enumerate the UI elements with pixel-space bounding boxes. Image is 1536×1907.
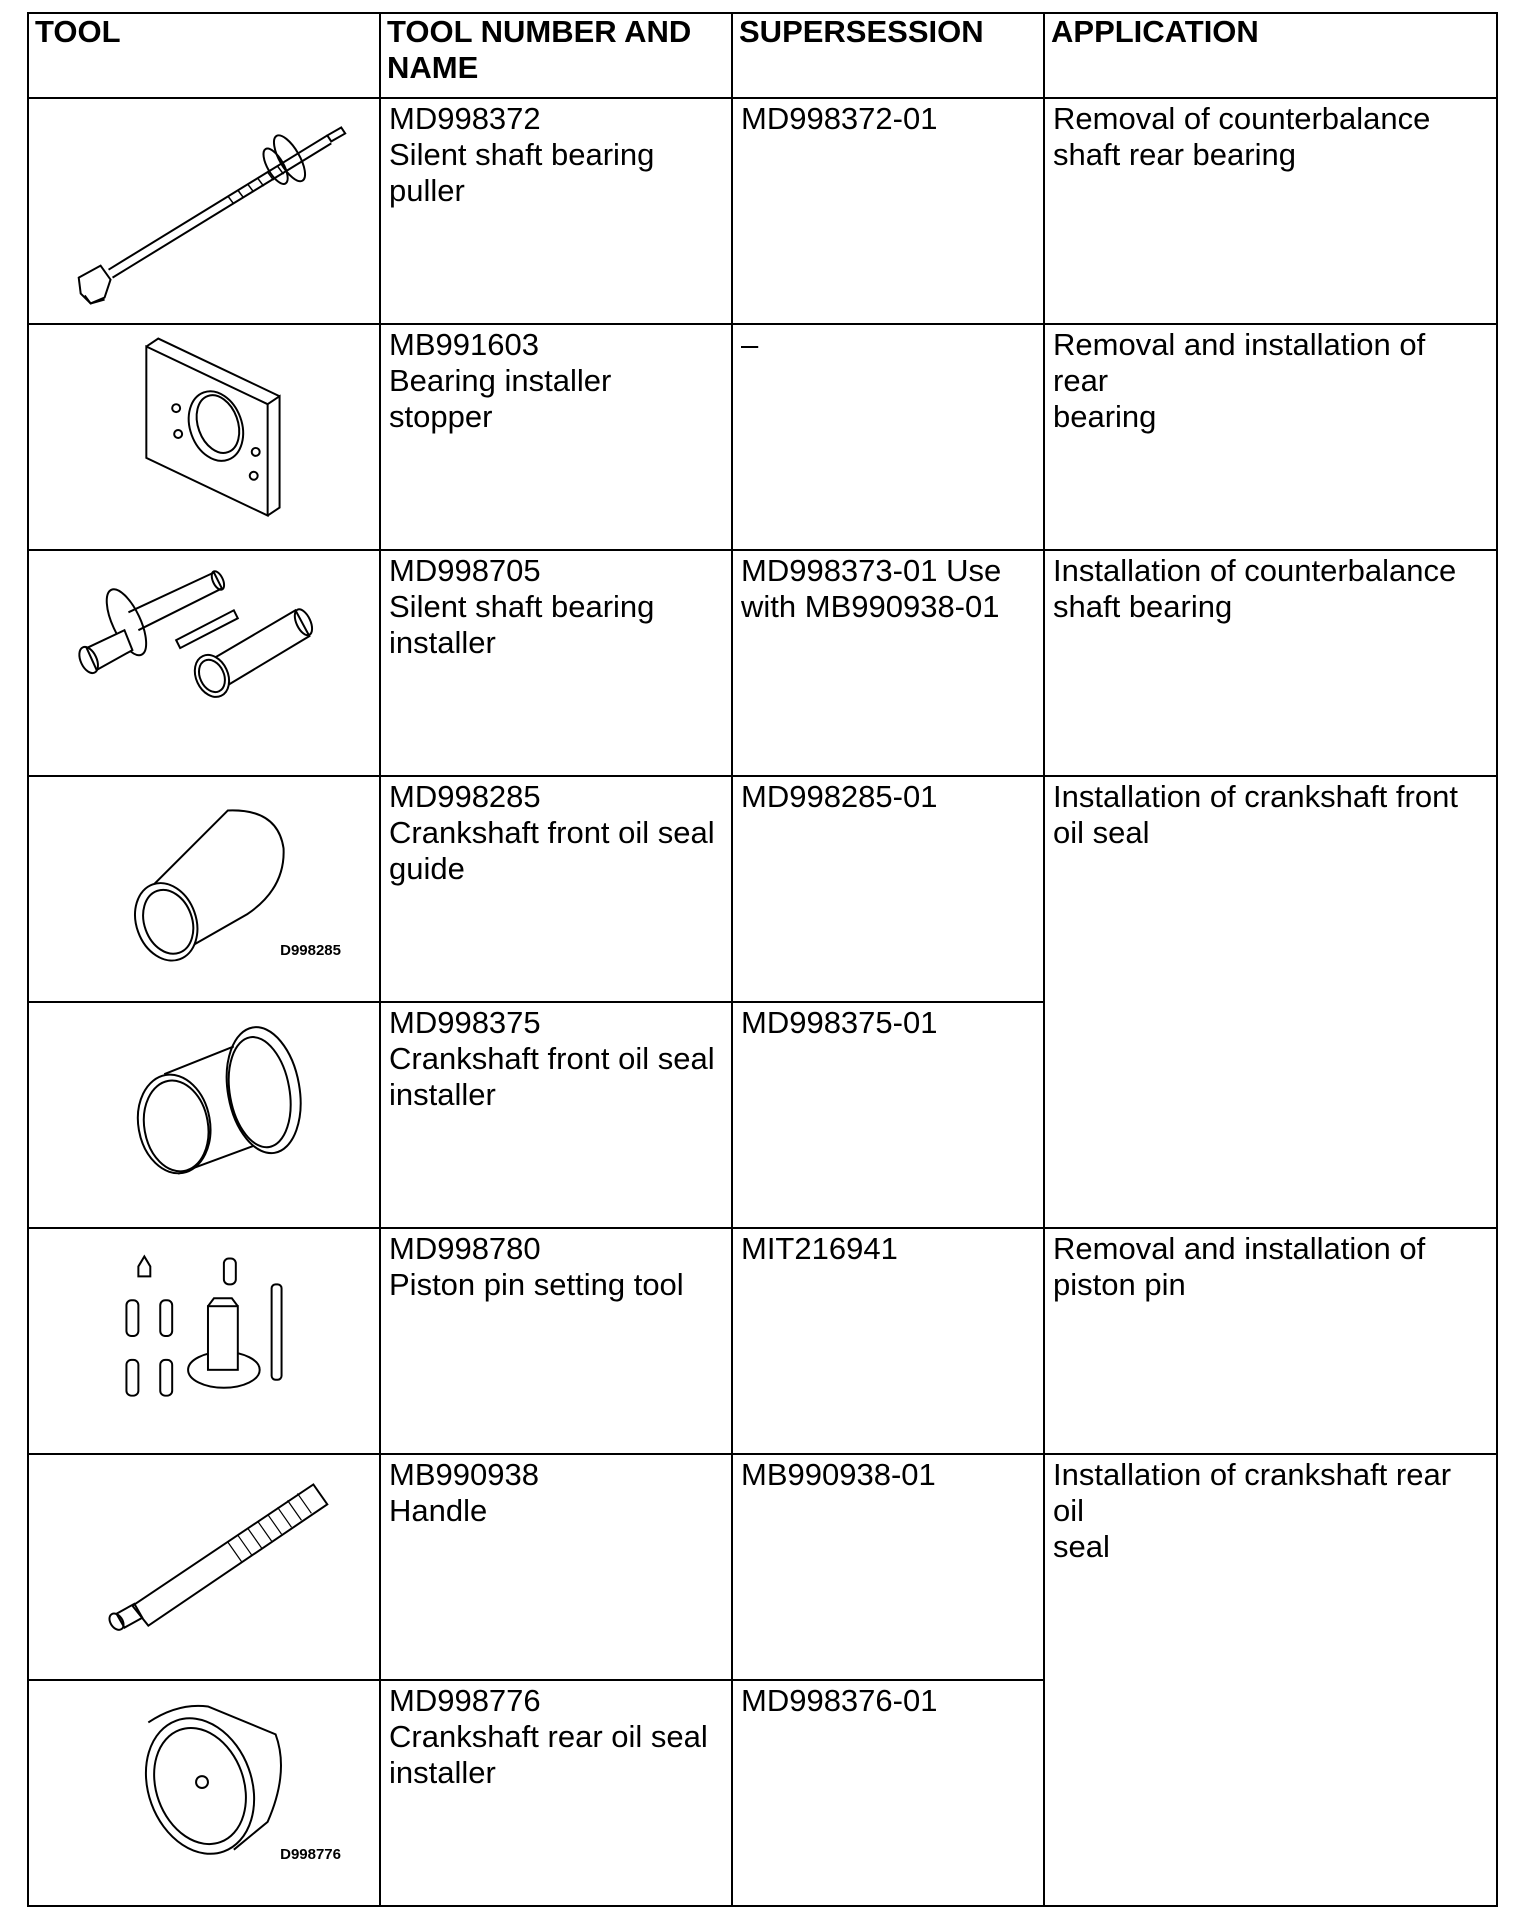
table-row bbox=[28, 324, 1497, 550]
tool-name: Silent shaft bearing bbox=[389, 137, 655, 172]
supersession-cell: MIT216941 bbox=[732, 1228, 1044, 1454]
tool-name: Bearing installer stopper bbox=[389, 363, 612, 434]
tool-number-name-cell: MD998705 Silent shaft bearing installer bbox=[380, 550, 732, 776]
handle-icon bbox=[29, 1455, 379, 1679]
application-cell: Removal and installation of piston pin bbox=[1044, 1228, 1497, 1454]
tool-number: MD998285 bbox=[389, 779, 541, 814]
supersession-cell: MB990938-01 bbox=[732, 1454, 1044, 1680]
header-application: APPLICATION bbox=[1044, 13, 1497, 98]
tool-image-cell bbox=[28, 1454, 380, 1680]
header-tool: TOOL bbox=[28, 13, 380, 98]
supersession-cell: MD998373-01 Use with MB990938-01 bbox=[732, 550, 1044, 776]
tool-name: Crankshaft front oil seal bbox=[389, 1041, 715, 1076]
header-tool-number-name: TOOL NUMBER AND NAME bbox=[380, 13, 732, 98]
tool-number: MB990938 bbox=[389, 1457, 539, 1492]
stopper-plate-icon bbox=[29, 325, 379, 549]
image-code: D998285 bbox=[280, 942, 341, 959]
table-row bbox=[28, 1454, 1497, 1680]
tool-image-cell bbox=[28, 1680, 380, 1906]
special-tools-table bbox=[27, 12, 1498, 1907]
supersession-cell: – bbox=[732, 324, 1044, 550]
tool-name: Crankshaft front oil seal bbox=[389, 815, 715, 850]
supersession-cell: MD998285-01 bbox=[732, 776, 1044, 1002]
application-cell: Installation of crankshaft front oil seal bbox=[1044, 776, 1497, 1228]
tool-name-cont: puller bbox=[389, 173, 465, 208]
tool-number: MD998372 bbox=[389, 101, 541, 136]
supersession-cell: MD998376-01 bbox=[732, 1680, 1044, 1906]
tool-image-cell bbox=[28, 98, 380, 324]
tool-number-name-cell: MD998375 Crankshaft front oil seal installer bbox=[380, 1002, 732, 1228]
supersession-cell: MD998375-01 bbox=[732, 1002, 1044, 1228]
application-cell: Installation of crankshaft rear oil seal bbox=[1044, 1454, 1497, 1906]
bearing-installer-icon bbox=[29, 551, 379, 775]
tool-name: Silent shaft bearing bbox=[389, 589, 655, 624]
tool-number-name-cell bbox=[380, 324, 732, 550]
tool-name: Handle bbox=[389, 1493, 488, 1528]
application-cell: Installation of counterbalance shaft bearing bbox=[1044, 550, 1497, 776]
tool-number-name-cell bbox=[380, 1454, 732, 1680]
tool-number-name-cell bbox=[380, 98, 732, 324]
application-cell: Removal and installation of rear bearing bbox=[1044, 324, 1497, 550]
oil-seal-installer-icon bbox=[29, 1003, 379, 1227]
tool-number: MD998375 bbox=[389, 1005, 541, 1040]
tool-image-cell bbox=[28, 550, 380, 776]
image-code: D998776 bbox=[280, 1846, 341, 1863]
tool-number-name-cell: MD998776 Crankshaft rear oil seal installer bbox=[380, 1680, 732, 1906]
tool-image-cell bbox=[28, 1002, 380, 1228]
tool-image-cell bbox=[28, 776, 380, 1002]
header-supersession: SUPERSESSION bbox=[732, 13, 1044, 98]
tool-name: Crankshaft rear oil seal bbox=[389, 1719, 708, 1754]
tool-number: MD998705 bbox=[389, 553, 541, 588]
tool-number-name-cell bbox=[380, 1228, 732, 1454]
table-row bbox=[28, 550, 1497, 776]
supersession-cell: MD998372-01 bbox=[732, 98, 1044, 324]
table-row bbox=[28, 776, 1497, 1002]
tool-number-name-cell: MD998285 Crankshaft front oil seal guide bbox=[380, 776, 732, 1002]
tool-image-cell bbox=[28, 324, 380, 550]
piston-pin-tool-icon bbox=[29, 1229, 379, 1453]
tool-number: MB991603 bbox=[389, 327, 539, 362]
tool-number: MD998780 bbox=[389, 1231, 541, 1266]
table-row bbox=[28, 1228, 1497, 1454]
bearing-puller-icon bbox=[29, 99, 379, 323]
table-row bbox=[28, 98, 1497, 324]
tool-number: MD998776 bbox=[389, 1683, 541, 1718]
header-row bbox=[28, 13, 1497, 98]
tool-name: Piston pin setting tool bbox=[389, 1267, 684, 1302]
application-cell: Removal of counterbalance shaft rear bearing bbox=[1044, 98, 1497, 324]
tool-image-cell bbox=[28, 1228, 380, 1454]
